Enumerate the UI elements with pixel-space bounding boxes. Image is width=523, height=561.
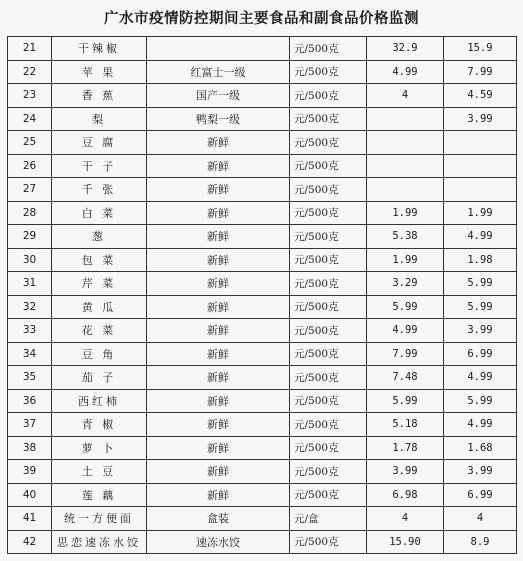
item-spec-cell: 新鲜	[147, 178, 290, 202]
row-number-cell: 26	[8, 154, 52, 178]
table-row	[8, 178, 517, 202]
row-number-cell: 39	[8, 460, 52, 484]
unit-cell: 元/500克	[290, 225, 367, 249]
price-table	[7, 36, 517, 554]
row-number-cell: 24	[8, 107, 52, 131]
item-spec-cell: 新鲜	[147, 272, 290, 296]
unit-cell: 元/500克	[290, 436, 367, 460]
price-2-cell: 5.99	[444, 272, 517, 296]
price-1-cell: 4.99	[367, 60, 444, 84]
row-number-cell: 29	[8, 225, 52, 249]
item-spec-cell: 鸭梨一级	[147, 107, 290, 131]
unit-cell: 元/500克	[290, 131, 367, 155]
item-spec-cell: 红富士一级	[147, 60, 290, 84]
price-1-cell: 7.48	[367, 366, 444, 390]
price-2-cell: 1.68	[444, 436, 517, 460]
price-1-cell: 1.99	[367, 248, 444, 272]
item-spec-cell: 新鲜	[147, 460, 290, 484]
item-name-cell: 青 椒	[52, 413, 147, 437]
item-spec-cell: 国产一级	[147, 84, 290, 108]
item-spec-cell: 新鲜	[147, 131, 290, 155]
price-2-cell: 1.99	[444, 201, 517, 225]
price-2-cell: 5.99	[444, 389, 517, 413]
price-1-cell: 1.78	[367, 436, 444, 460]
item-spec-cell: 新鲜	[147, 389, 290, 413]
price-1-cell: 1.99	[367, 201, 444, 225]
table-row	[8, 530, 517, 554]
price-1-cell	[367, 131, 444, 155]
item-spec-cell: 新鲜	[147, 366, 290, 390]
item-spec-cell: 新鲜	[147, 436, 290, 460]
item-name-cell: 豆 角	[52, 342, 147, 366]
unit-cell: 元/500克	[290, 60, 367, 84]
unit-cell: 元/500克	[290, 413, 367, 437]
table-row	[8, 389, 517, 413]
price-2-cell: 7.99	[444, 60, 517, 84]
row-number-cell: 37	[8, 413, 52, 437]
price-2-cell: 4.99	[444, 413, 517, 437]
item-spec-cell: 盒装	[147, 507, 290, 531]
price-2-cell	[444, 154, 517, 178]
item-name-cell: 干辣椒	[52, 37, 147, 61]
price-1-cell: 15.90	[367, 530, 444, 554]
item-spec-cell: 新鲜	[147, 319, 290, 343]
unit-cell: 元/500克	[290, 366, 367, 390]
unit-cell: 元/500克	[290, 319, 367, 343]
unit-cell: 元/500克	[290, 178, 367, 202]
table-row	[8, 319, 517, 343]
price-1-cell: 3.29	[367, 272, 444, 296]
table-row	[8, 483, 517, 507]
unit-cell: 元/500克	[290, 272, 367, 296]
item-name-cell: 思恋速冻水饺	[52, 530, 147, 554]
item-spec-cell: 新鲜	[147, 154, 290, 178]
table-row	[8, 37, 517, 61]
item-name-cell: 土 豆	[52, 460, 147, 484]
item-name-cell: 干 子	[52, 154, 147, 178]
row-number-cell: 30	[8, 248, 52, 272]
price-2-cell: 4.99	[444, 366, 517, 390]
price-1-cell	[367, 178, 444, 202]
unit-cell: 元/500克	[290, 483, 367, 507]
table-row	[8, 60, 517, 84]
price-2-cell: 3.99	[444, 107, 517, 131]
table-row	[8, 413, 517, 437]
price-1-cell	[367, 107, 444, 131]
item-name-cell: 白 菜	[52, 201, 147, 225]
item-name-cell: 苹 果	[52, 60, 147, 84]
item-name-cell: 西红柿	[52, 389, 147, 413]
unit-cell: 元/盒	[290, 507, 367, 531]
row-number-cell: 34	[8, 342, 52, 366]
item-name-cell: 莲 藕	[52, 483, 147, 507]
row-number-cell: 22	[8, 60, 52, 84]
item-spec-cell: 新鲜	[147, 248, 290, 272]
price-1-cell: 32.9	[367, 37, 444, 61]
table-row	[8, 131, 517, 155]
price-2-cell: 4.99	[444, 225, 517, 249]
table-row	[8, 225, 517, 249]
item-spec-cell: 新鲜	[147, 483, 290, 507]
unit-cell: 元/500克	[290, 342, 367, 366]
item-spec-cell: 新鲜	[147, 201, 290, 225]
table-row	[8, 366, 517, 390]
unit-cell: 元/500克	[290, 248, 367, 272]
price-2-cell: 6.99	[444, 483, 517, 507]
price-1-cell: 4	[367, 84, 444, 108]
item-spec-cell: 新鲜	[147, 295, 290, 319]
table-row	[8, 272, 517, 296]
table-row	[8, 107, 517, 131]
item-name-cell: 香 蕉	[52, 84, 147, 108]
page-title: 广水市疫情防控期间主要食品和副食品价格监测	[104, 11, 419, 27]
row-number-cell: 41	[8, 507, 52, 531]
item-name-cell: 芹 菜	[52, 272, 147, 296]
table-row	[8, 295, 517, 319]
table-row	[8, 248, 517, 272]
item-name-cell: 黄 瓜	[52, 295, 147, 319]
unit-cell: 元/500克	[290, 37, 367, 61]
row-number-cell: 31	[8, 272, 52, 296]
unit-cell: 元/500克	[290, 154, 367, 178]
item-spec-cell	[147, 37, 290, 61]
unit-cell: 元/500克	[290, 295, 367, 319]
price-2-cell: 5.99	[444, 295, 517, 319]
item-name-cell: 梨	[52, 107, 147, 131]
item-spec-cell: 速冻水饺	[147, 530, 290, 554]
table-row	[8, 507, 517, 531]
price-1-cell: 5.99	[367, 389, 444, 413]
price-2-cell: 8.9	[444, 530, 517, 554]
row-number-cell: 32	[8, 295, 52, 319]
price-2-cell: 15.9	[444, 37, 517, 61]
price-1-cell: 3.99	[367, 460, 444, 484]
price-1-cell: 5.99	[367, 295, 444, 319]
price-1-cell: 4.99	[367, 319, 444, 343]
row-number-cell: 38	[8, 436, 52, 460]
row-number-cell: 36	[8, 389, 52, 413]
price-2-cell: 6.99	[444, 342, 517, 366]
price-1-cell: 5.18	[367, 413, 444, 437]
row-number-cell: 27	[8, 178, 52, 202]
price-2-cell	[444, 178, 517, 202]
table-row	[8, 436, 517, 460]
unit-cell: 元/500克	[290, 107, 367, 131]
table-row	[8, 84, 517, 108]
price-2-cell: 1.98	[444, 248, 517, 272]
table-row	[8, 460, 517, 484]
row-number-cell: 33	[8, 319, 52, 343]
item-name-cell: 萝 卜	[52, 436, 147, 460]
price-1-cell	[367, 154, 444, 178]
row-number-cell: 21	[8, 37, 52, 61]
price-1-cell: 7.99	[367, 342, 444, 366]
row-number-cell: 42	[8, 530, 52, 554]
price-1-cell: 4	[367, 507, 444, 531]
price-2-cell	[444, 131, 517, 155]
unit-cell: 元/500克	[290, 389, 367, 413]
row-number-cell: 35	[8, 366, 52, 390]
unit-cell: 元/500克	[290, 84, 367, 108]
item-name-cell: 葱	[52, 225, 147, 249]
unit-cell: 元/500克	[290, 530, 367, 554]
price-1-cell: 5.38	[367, 225, 444, 249]
item-spec-cell: 新鲜	[147, 225, 290, 249]
row-number-cell: 40	[8, 483, 52, 507]
price-1-cell: 6.98	[367, 483, 444, 507]
price-2-cell: 3.99	[444, 460, 517, 484]
item-name-cell: 花 菜	[52, 319, 147, 343]
row-number-cell: 23	[8, 84, 52, 108]
item-spec-cell: 新鲜	[147, 342, 290, 366]
unit-cell: 元/500克	[290, 201, 367, 225]
price-2-cell: 4.59	[444, 84, 517, 108]
price-2-cell: 4	[444, 507, 517, 531]
item-spec-cell: 新鲜	[147, 413, 290, 437]
item-name-cell: 包 菜	[52, 248, 147, 272]
row-number-cell: 28	[8, 201, 52, 225]
item-name-cell: 统一方便面	[52, 507, 147, 531]
item-name-cell: 豆 腐	[52, 131, 147, 155]
table-row	[8, 154, 517, 178]
row-number-cell: 25	[8, 131, 52, 155]
item-name-cell: 茄 子	[52, 366, 147, 390]
price-2-cell: 3.99	[444, 319, 517, 343]
table-row	[8, 201, 517, 225]
item-name-cell: 千 张	[52, 178, 147, 202]
table-row	[8, 342, 517, 366]
unit-cell: 元/500克	[290, 460, 367, 484]
